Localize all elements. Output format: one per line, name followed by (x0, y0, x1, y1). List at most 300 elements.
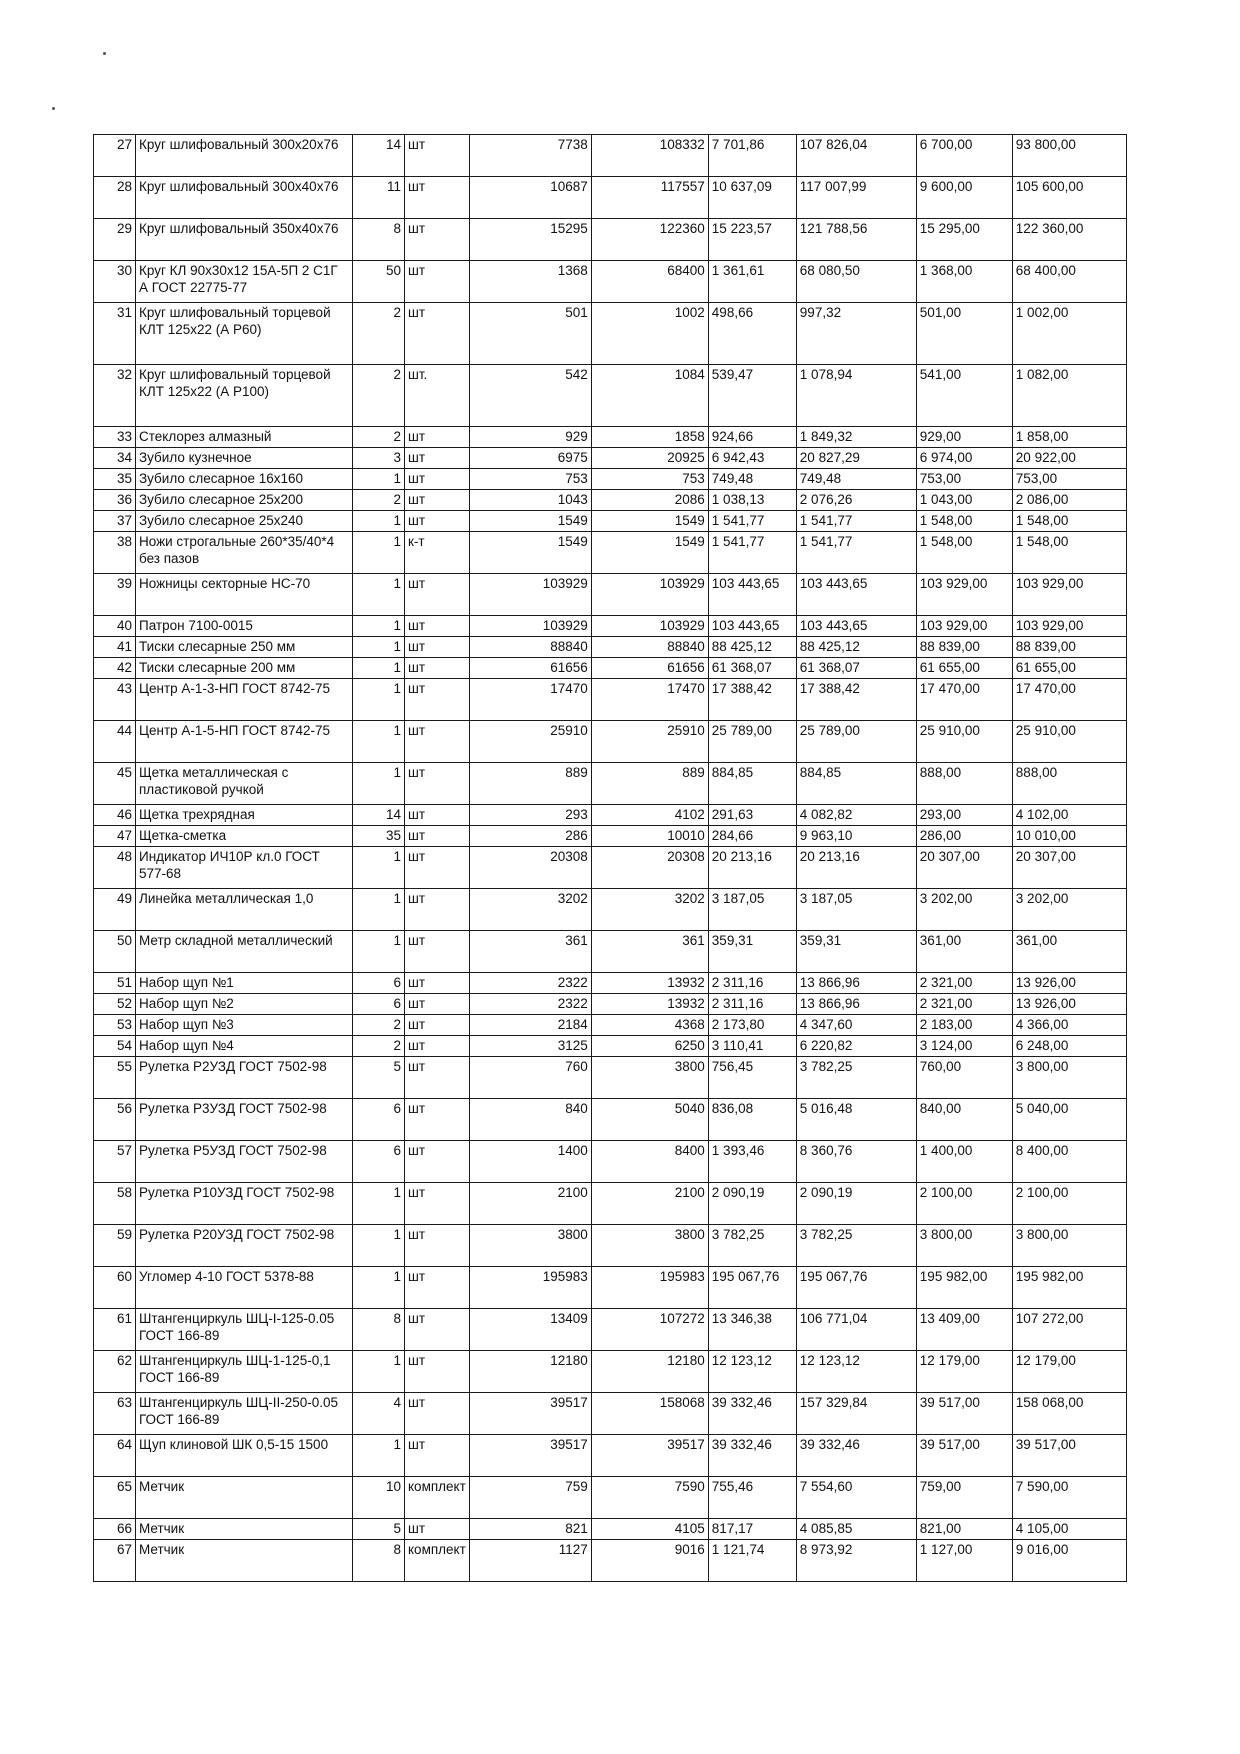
item-sum: 68400 (591, 261, 708, 303)
item-sum: 8400 (591, 1141, 708, 1183)
item-price-2: 836,08 (708, 1099, 796, 1141)
item-unit: шт (405, 490, 470, 511)
item-price: 1127 (469, 1540, 591, 1582)
item-sum: 1002 (591, 303, 708, 365)
item-sum: 3800 (591, 1057, 708, 1099)
item-price-3: 15 295,00 (916, 219, 1012, 261)
items-table (93, 134, 1127, 1582)
item-price-2: 755,46 (708, 1477, 796, 1519)
item-name: Тиски слесарные 200 мм (136, 658, 353, 679)
table-row (94, 637, 1127, 658)
item-quantity: 1 (353, 847, 405, 889)
item-sum-3: 93 800,00 (1012, 135, 1126, 177)
item-name: Линейка металлическая 1,0 (136, 889, 353, 931)
item-sum: 39517 (591, 1435, 708, 1477)
item-sum-3: 122 360,00 (1012, 219, 1126, 261)
item-name: Центр А-1-3-НП ГОСТ 8742-75 (136, 679, 353, 721)
item-price-3: 88 839,00 (916, 637, 1012, 658)
item-price: 2322 (469, 994, 591, 1015)
item-sum: 4102 (591, 805, 708, 826)
item-name: Рулетка Р3УЗД ГОСТ 7502-98 (136, 1099, 353, 1141)
item-name: Зубило слесарное 25х200 (136, 490, 353, 511)
item-name: Ножи строгальные 260*35/40*4 без пазов (136, 532, 353, 574)
item-name: Метчик (136, 1540, 353, 1582)
item-unit: шт (405, 574, 470, 616)
item-price: 39517 (469, 1393, 591, 1435)
item-price-3: 286,00 (916, 826, 1012, 847)
item-sum-3: 195 982,00 (1012, 1267, 1126, 1309)
item-quantity: 2 (353, 365, 405, 427)
item-number: 46 (94, 805, 136, 826)
item-price: 1400 (469, 1141, 591, 1183)
item-price-3: 888,00 (916, 763, 1012, 805)
table-row (94, 303, 1127, 365)
item-price-2: 284,66 (708, 826, 796, 847)
item-sum-3: 61 655,00 (1012, 658, 1126, 679)
item-sum-2: 3 187,05 (796, 889, 916, 931)
item-price-2: 61 368,07 (708, 658, 796, 679)
table-row (94, 469, 1127, 490)
item-price-2: 25 789,00 (708, 721, 796, 763)
item-unit: шт (405, 1141, 470, 1183)
item-price: 88840 (469, 637, 591, 658)
item-price-2: 39 332,46 (708, 1435, 796, 1477)
item-quantity: 1 (353, 658, 405, 679)
item-name: Набор щуп №3 (136, 1015, 353, 1036)
item-price-3: 2 183,00 (916, 1015, 1012, 1036)
item-price: 7738 (469, 135, 591, 177)
item-sum-2: 106 771,04 (796, 1309, 916, 1351)
item-sum-3: 1 002,00 (1012, 303, 1126, 365)
item-number: 34 (94, 448, 136, 469)
item-price: 286 (469, 826, 591, 847)
item-sum-2: 39 332,46 (796, 1435, 916, 1477)
item-price-3: 821,00 (916, 1519, 1012, 1540)
table-row (94, 177, 1127, 219)
table-row (94, 448, 1127, 469)
item-sum-3: 13 926,00 (1012, 994, 1126, 1015)
item-name: Круг КЛ 90х30х12 15А-5П 2 С1Г А ГОСТ 22775-77 (136, 261, 353, 303)
item-unit: шт (405, 637, 470, 658)
item-quantity: 2 (353, 1015, 405, 1036)
item-sum: 107272 (591, 1309, 708, 1351)
item-price-3: 361,00 (916, 931, 1012, 973)
item-price-3: 2 321,00 (916, 973, 1012, 994)
item-number: 33 (94, 427, 136, 448)
item-number: 56 (94, 1099, 136, 1141)
item-sum-3: 4 366,00 (1012, 1015, 1126, 1036)
item-sum-3: 5 040,00 (1012, 1099, 1126, 1141)
item-sum-2: 61 368,07 (796, 658, 916, 679)
item-price-3: 20 307,00 (916, 847, 1012, 889)
item-sum-2: 8 973,92 (796, 1540, 916, 1582)
table-row (94, 1435, 1127, 1477)
item-unit: шт (405, 931, 470, 973)
item-sum-3: 17 470,00 (1012, 679, 1126, 721)
item-price-3: 39 517,00 (916, 1393, 1012, 1435)
item-quantity: 10 (353, 1477, 405, 1519)
item-sum-3: 68 400,00 (1012, 261, 1126, 303)
item-number: 42 (94, 658, 136, 679)
item-sum-2: 749,48 (796, 469, 916, 490)
item-price: 929 (469, 427, 591, 448)
item-name: Угломер 4-10 ГОСТ 5378-88 (136, 1267, 353, 1309)
item-unit: шт (405, 826, 470, 847)
item-name: Индикатор ИЧ10Р кл.0 ГОСТ 577-68 (136, 847, 353, 889)
item-price-2: 817,17 (708, 1519, 796, 1540)
item-price: 103929 (469, 616, 591, 637)
item-price-3: 3 800,00 (916, 1225, 1012, 1267)
item-sum: 2100 (591, 1183, 708, 1225)
item-price: 61656 (469, 658, 591, 679)
item-unit: шт (405, 1036, 470, 1057)
item-sum-2: 1 541,77 (796, 532, 916, 574)
item-price-2: 3 782,25 (708, 1225, 796, 1267)
item-price-3: 760,00 (916, 1057, 1012, 1099)
table-row (94, 1477, 1127, 1519)
item-sum: 4105 (591, 1519, 708, 1540)
item-number: 65 (94, 1477, 136, 1519)
item-number: 48 (94, 847, 136, 889)
item-sum-3: 25 910,00 (1012, 721, 1126, 763)
item-sum-2: 3 782,25 (796, 1225, 916, 1267)
item-name: Набор щуп №2 (136, 994, 353, 1015)
table-row (94, 1183, 1127, 1225)
item-price-2: 1 361,61 (708, 261, 796, 303)
item-price-2: 2 311,16 (708, 994, 796, 1015)
table-row (94, 826, 1127, 847)
item-price: 501 (469, 303, 591, 365)
item-price-3: 13 409,00 (916, 1309, 1012, 1351)
item-price-3: 6 974,00 (916, 448, 1012, 469)
item-sum-3: 4 102,00 (1012, 805, 1126, 826)
item-quantity: 1 (353, 763, 405, 805)
table-row (94, 805, 1127, 826)
item-number: 66 (94, 1519, 136, 1540)
item-sum: 5040 (591, 1099, 708, 1141)
item-price: 103929 (469, 574, 591, 616)
item-unit: шт (405, 847, 470, 889)
item-price: 2184 (469, 1015, 591, 1036)
item-name: Метчик (136, 1519, 353, 1540)
item-sum-3: 10 010,00 (1012, 826, 1126, 847)
item-price: 20308 (469, 847, 591, 889)
item-price-2: 103 443,65 (708, 574, 796, 616)
item-sum-3: 6 248,00 (1012, 1036, 1126, 1057)
item-price-2: 7 701,86 (708, 135, 796, 177)
item-price-2: 1 038,13 (708, 490, 796, 511)
item-price: 760 (469, 1057, 591, 1099)
item-sum-2: 117 007,99 (796, 177, 916, 219)
item-unit: шт (405, 1225, 470, 1267)
item-sum-3: 39 517,00 (1012, 1435, 1126, 1477)
item-price-3: 39 517,00 (916, 1435, 1012, 1477)
item-sum-2: 4 085,85 (796, 1519, 916, 1540)
item-number: 63 (94, 1393, 136, 1435)
item-price-2: 103 443,65 (708, 616, 796, 637)
item-price: 3202 (469, 889, 591, 931)
item-price-2: 17 388,42 (708, 679, 796, 721)
item-name: Щетка трехрядная (136, 805, 353, 826)
item-price-3: 9 600,00 (916, 177, 1012, 219)
item-sum: 103929 (591, 574, 708, 616)
item-number: 36 (94, 490, 136, 511)
item-unit: шт (405, 1393, 470, 1435)
item-price-3: 25 910,00 (916, 721, 1012, 763)
item-sum-2: 20 213,16 (796, 847, 916, 889)
scan-speck (52, 107, 55, 110)
item-number: 45 (94, 763, 136, 805)
item-number: 32 (94, 365, 136, 427)
item-price-2: 20 213,16 (708, 847, 796, 889)
item-unit: шт (405, 973, 470, 994)
item-price-3: 2 321,00 (916, 994, 1012, 1015)
item-price: 361 (469, 931, 591, 973)
item-sum: 61656 (591, 658, 708, 679)
item-quantity: 5 (353, 1519, 405, 1540)
table-row (94, 1351, 1127, 1393)
item-price-2: 10 637,09 (708, 177, 796, 219)
item-sum-3: 3 800,00 (1012, 1225, 1126, 1267)
table-row (94, 1540, 1127, 1582)
table-row (94, 1015, 1127, 1036)
item-quantity: 1 (353, 511, 405, 532)
table-row (94, 219, 1127, 261)
table-row (94, 1393, 1127, 1435)
item-price: 542 (469, 365, 591, 427)
table-row (94, 1057, 1127, 1099)
item-unit: шт (405, 1099, 470, 1141)
item-number: 59 (94, 1225, 136, 1267)
item-price-2: 539,47 (708, 365, 796, 427)
item-sum-3: 105 600,00 (1012, 177, 1126, 219)
item-price: 3125 (469, 1036, 591, 1057)
item-quantity: 8 (353, 1309, 405, 1351)
item-sum: 1084 (591, 365, 708, 427)
item-quantity: 1 (353, 616, 405, 637)
item-price-2: 924,66 (708, 427, 796, 448)
item-sum-3: 8 400,00 (1012, 1141, 1126, 1183)
item-sum-2: 1 849,32 (796, 427, 916, 448)
item-quantity: 1 (353, 1267, 405, 1309)
item-unit: шт (405, 994, 470, 1015)
item-name: Щетка-сметка (136, 826, 353, 847)
item-sum-3: 1 548,00 (1012, 511, 1126, 532)
item-sum: 108332 (591, 135, 708, 177)
item-price-3: 1 548,00 (916, 532, 1012, 574)
item-quantity: 6 (353, 994, 405, 1015)
item-sum-3: 107 272,00 (1012, 1309, 1126, 1351)
item-quantity: 1 (353, 889, 405, 931)
item-name: Стеклорез алмазный (136, 427, 353, 448)
item-unit: комплект (405, 1540, 470, 1582)
item-sum: 13932 (591, 994, 708, 1015)
item-sum-3: 2 086,00 (1012, 490, 1126, 511)
item-price-3: 840,00 (916, 1099, 1012, 1141)
item-sum-2: 103 443,65 (796, 574, 916, 616)
item-sum: 13932 (591, 973, 708, 994)
item-sum-3: 13 926,00 (1012, 973, 1126, 994)
item-number: 30 (94, 261, 136, 303)
item-sum: 9016 (591, 1540, 708, 1582)
item-sum: 361 (591, 931, 708, 973)
item-sum: 158068 (591, 1393, 708, 1435)
item-price-2: 884,85 (708, 763, 796, 805)
item-name: Ножницы секторные НС-70 (136, 574, 353, 616)
item-quantity: 5 (353, 1057, 405, 1099)
item-sum-2: 157 329,84 (796, 1393, 916, 1435)
item-price-2: 756,45 (708, 1057, 796, 1099)
item-price: 1043 (469, 490, 591, 511)
item-name: Зубило кузнечное (136, 448, 353, 469)
item-price-3: 12 179,00 (916, 1351, 1012, 1393)
item-sum-2: 195 067,76 (796, 1267, 916, 1309)
item-quantity: 6 (353, 973, 405, 994)
item-sum: 12180 (591, 1351, 708, 1393)
item-sum: 753 (591, 469, 708, 490)
item-price-2: 359,31 (708, 931, 796, 973)
item-number: 51 (94, 973, 136, 994)
item-sum-3: 158 068,00 (1012, 1393, 1126, 1435)
item-number: 58 (94, 1183, 136, 1225)
item-unit: к-т (405, 532, 470, 574)
item-sum: 1858 (591, 427, 708, 448)
item-number: 43 (94, 679, 136, 721)
item-price-2: 498,66 (708, 303, 796, 365)
item-sum-2: 8 360,76 (796, 1141, 916, 1183)
item-sum-2: 107 826,04 (796, 135, 916, 177)
table-row (94, 490, 1127, 511)
item-quantity: 1 (353, 1435, 405, 1477)
item-quantity: 2 (353, 427, 405, 448)
item-sum: 25910 (591, 721, 708, 763)
table-row (94, 574, 1127, 616)
item-unit: шт (405, 511, 470, 532)
table-row (94, 532, 1127, 574)
item-price-2: 1 393,46 (708, 1141, 796, 1183)
item-sum-3: 103 929,00 (1012, 574, 1126, 616)
item-sum: 20308 (591, 847, 708, 889)
item-unit: шт (405, 261, 470, 303)
item-price-2: 6 942,43 (708, 448, 796, 469)
item-price: 1549 (469, 511, 591, 532)
item-name: Штангенциркуль ШЦ-II-250-0.05 ГОСТ 166-89 (136, 1393, 353, 1435)
item-price: 1549 (469, 532, 591, 574)
item-name: Щетка металлическая с пластиковой ручкой (136, 763, 353, 805)
item-quantity: 3 (353, 448, 405, 469)
item-name: Метчик (136, 1477, 353, 1519)
item-unit: шт (405, 1519, 470, 1540)
table-row (94, 1267, 1127, 1309)
item-sum-2: 1 078,94 (796, 365, 916, 427)
item-unit: шт (405, 1057, 470, 1099)
item-quantity: 6 (353, 1141, 405, 1183)
item-sum-2: 997,32 (796, 303, 916, 365)
item-name: Круг шлифовальный 300х40х76 (136, 177, 353, 219)
item-sum: 17470 (591, 679, 708, 721)
item-price-3: 17 470,00 (916, 679, 1012, 721)
item-price-2: 1 541,77 (708, 532, 796, 574)
item-name: Зубило слесарное 25х240 (136, 511, 353, 532)
table-row (94, 1309, 1127, 1351)
table-row (94, 135, 1127, 177)
item-sum-2: 17 388,42 (796, 679, 916, 721)
item-number: 55 (94, 1057, 136, 1099)
item-sum-3: 12 179,00 (1012, 1351, 1126, 1393)
item-price-2: 12 123,12 (708, 1351, 796, 1393)
item-price-3: 195 982,00 (916, 1267, 1012, 1309)
item-price: 889 (469, 763, 591, 805)
table-row (94, 658, 1127, 679)
table-row (94, 973, 1127, 994)
item-unit: шт (405, 889, 470, 931)
item-name: Рулетка Р5УЗД ГОСТ 7502-98 (136, 1141, 353, 1183)
item-number: 57 (94, 1141, 136, 1183)
item-name: Рулетка Р2УЗД ГОСТ 7502-98 (136, 1057, 353, 1099)
item-sum-2: 4 082,82 (796, 805, 916, 826)
item-sum: 2086 (591, 490, 708, 511)
item-quantity: 1 (353, 1351, 405, 1393)
item-price-3: 103 929,00 (916, 574, 1012, 616)
item-quantity: 1 (353, 679, 405, 721)
item-unit: шт (405, 448, 470, 469)
item-sum: 7590 (591, 1477, 708, 1519)
item-price-2: 15 223,57 (708, 219, 796, 261)
item-number: 29 (94, 219, 136, 261)
item-sum-2: 9 963,10 (796, 826, 916, 847)
item-sum-3: 7 590,00 (1012, 1477, 1126, 1519)
item-unit: шт (405, 427, 470, 448)
item-quantity: 35 (353, 826, 405, 847)
table-row (94, 889, 1127, 931)
item-quantity: 2 (353, 1036, 405, 1057)
table-row (94, 616, 1127, 637)
item-number: 41 (94, 637, 136, 658)
item-unit: шт (405, 1015, 470, 1036)
item-sum-2: 6 220,82 (796, 1036, 916, 1057)
item-price-3: 293,00 (916, 805, 1012, 826)
item-price-3: 501,00 (916, 303, 1012, 365)
item-name: Круг шлифовальный 300х20х76 (136, 135, 353, 177)
table-row (94, 931, 1127, 973)
item-unit: шт (405, 1267, 470, 1309)
item-price: 3800 (469, 1225, 591, 1267)
item-sum-3: 20 922,00 (1012, 448, 1126, 469)
item-sum: 20925 (591, 448, 708, 469)
item-quantity: 14 (353, 805, 405, 826)
table-row (94, 763, 1127, 805)
item-quantity: 8 (353, 1540, 405, 1582)
item-name: Штангенциркуль ШЦ-1-125-0,1 ГОСТ 166-89 (136, 1351, 353, 1393)
item-price: 753 (469, 469, 591, 490)
item-sum: 3800 (591, 1225, 708, 1267)
item-number: 38 (94, 532, 136, 574)
item-sum-2: 359,31 (796, 931, 916, 973)
item-sum: 103929 (591, 616, 708, 637)
item-price-3: 2 100,00 (916, 1183, 1012, 1225)
item-quantity: 4 (353, 1393, 405, 1435)
item-number: 64 (94, 1435, 136, 1477)
item-unit: шт (405, 805, 470, 826)
item-price-3: 753,00 (916, 469, 1012, 490)
item-unit: шт (405, 1351, 470, 1393)
item-unit: шт (405, 1435, 470, 1477)
item-price-3: 6 700,00 (916, 135, 1012, 177)
item-price: 759 (469, 1477, 591, 1519)
item-name: Рулетка Р20УЗД ГОСТ 7502-98 (136, 1225, 353, 1267)
item-sum-3: 753,00 (1012, 469, 1126, 490)
item-price-3: 1 400,00 (916, 1141, 1012, 1183)
